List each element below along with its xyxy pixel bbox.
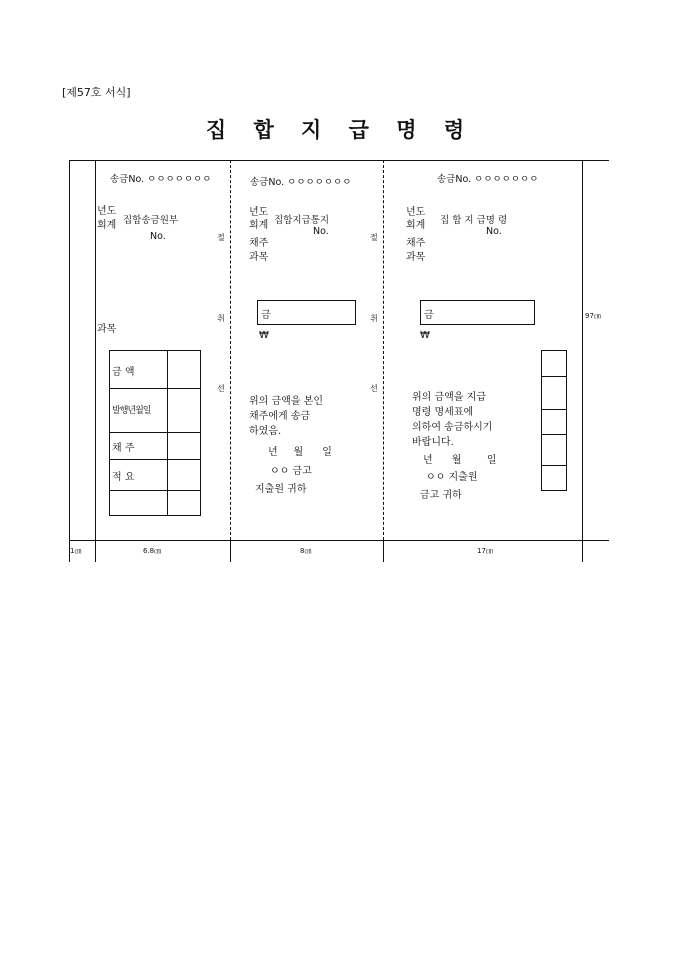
col3-no-label: No. xyxy=(486,226,502,237)
col1-no-label: No. xyxy=(150,231,166,242)
table-row-label: 적 요 xyxy=(112,472,135,483)
bottom-measure-2: 6.8㎝ xyxy=(143,547,162,555)
table-row-label: 발행년월일 xyxy=(112,406,151,416)
page-title: 집 합 지 급 명 령 xyxy=(205,117,475,142)
col2-year-label: 년도 xyxy=(249,207,269,218)
col2-text-line3: 하였음. xyxy=(249,426,282,437)
col3-text-line1: 위의 금액을 지급 xyxy=(412,392,486,403)
col2-subject-label: 과목 xyxy=(249,252,269,263)
col3-text-line3: 의하여 송금하시기 xyxy=(412,422,493,433)
col2-bank-line: ㅇㅇ 금고 xyxy=(270,466,312,477)
bottom-measure-4: 17㎝ xyxy=(477,547,493,555)
frame-bottom-line xyxy=(69,540,609,541)
form-number-label: [제57호 서식] xyxy=(62,86,131,99)
col2-won-mark: ₩ xyxy=(259,330,269,341)
col3-send-no: 송금No. ㅇㅇㅇㅇㅇㅇㅇ xyxy=(437,174,539,185)
col2-text-line2: 채주에게 송금 xyxy=(249,411,311,422)
col3-account-label: 회계 xyxy=(406,220,426,231)
col3-creditor-label: 채주 xyxy=(406,238,426,249)
cut-line-1 xyxy=(230,160,231,540)
col3-date-line: 년 월 일 xyxy=(423,455,497,466)
col2-no-label: No. xyxy=(313,226,329,237)
col3-year-label: 년도 xyxy=(406,207,426,218)
col1-year-label: 년도 xyxy=(97,206,117,217)
table-row-label: 금 액 xyxy=(112,367,135,378)
frame-right-line xyxy=(582,160,583,562)
bottom-measure-1: 1㎝ xyxy=(70,547,82,555)
col3-text-line4: 바랍니다. xyxy=(412,437,454,448)
cut-line-2 xyxy=(383,160,384,540)
table-row xyxy=(110,351,200,389)
col2-send-no: 송금No. ㅇㅇㅇㅇㅇㅇㅇ xyxy=(250,177,352,188)
cut-mark-2: 취 xyxy=(217,314,225,323)
col3-stamp-boxes xyxy=(541,350,567,491)
stamp-box-row xyxy=(542,434,566,466)
stamp-box-row xyxy=(542,409,566,435)
col3-payer-line: ㅇㅇ 지출원 xyxy=(426,472,478,483)
col3-book-name: 집 합 지 급명 령 xyxy=(440,215,508,226)
cut-mark-6: 선 xyxy=(370,384,378,393)
frame-top-line xyxy=(69,160,609,161)
col2-text-line1: 위의 금액을 본인 xyxy=(249,396,323,407)
col3-text-line2: 명령 명세표에 xyxy=(412,407,474,418)
col2-book-name: 집합지급통지 xyxy=(274,215,330,226)
table-row xyxy=(110,433,200,460)
table-row xyxy=(110,460,200,491)
bottom-divider-2 xyxy=(383,540,384,562)
bottom-measure-3: 8㎝ xyxy=(300,547,312,555)
col2-account-label: 회계 xyxy=(249,220,269,231)
col1-subject-label: 과목 xyxy=(97,324,117,335)
col3-amount-box xyxy=(420,300,535,325)
col3-to-line: 금고 귀하 xyxy=(420,490,462,501)
stamp-box-row xyxy=(542,376,566,410)
bottom-divider-1 xyxy=(230,540,231,562)
cut-mark-5: 취 xyxy=(370,314,378,323)
col1-send-no: 송금No. ㅇㅇㅇㅇㅇㅇㅇ xyxy=(110,174,212,185)
col3-subject-label: 과목 xyxy=(406,252,426,263)
frame-left-line xyxy=(69,160,70,562)
table-row xyxy=(110,389,200,433)
frame-margin-line xyxy=(95,160,96,562)
col2-date-line: 년 월 일 xyxy=(268,447,332,458)
table-row xyxy=(110,491,200,516)
col2-creditor-label: 채주 xyxy=(249,238,269,249)
side-measure: 97㎝ xyxy=(585,312,601,320)
table-row-label: 채 주 xyxy=(112,443,135,454)
col1-book-name: 집합송금원부 xyxy=(123,215,179,226)
col3-amount-label: 금 xyxy=(424,310,434,321)
col1-account-label: 회계 xyxy=(97,220,117,231)
stamp-box-row xyxy=(542,351,566,377)
col2-amount-box xyxy=(257,300,356,325)
cut-mark-1: 절 xyxy=(217,233,225,242)
col2-amount-label: 금 xyxy=(261,310,271,321)
col2-to-line: 지출원 귀하 xyxy=(255,484,307,495)
col1-detail-table xyxy=(109,350,201,516)
col3-won-mark: ₩ xyxy=(420,330,430,341)
cut-mark-3: 선 xyxy=(217,384,225,393)
cut-mark-4: 절 xyxy=(370,233,378,242)
